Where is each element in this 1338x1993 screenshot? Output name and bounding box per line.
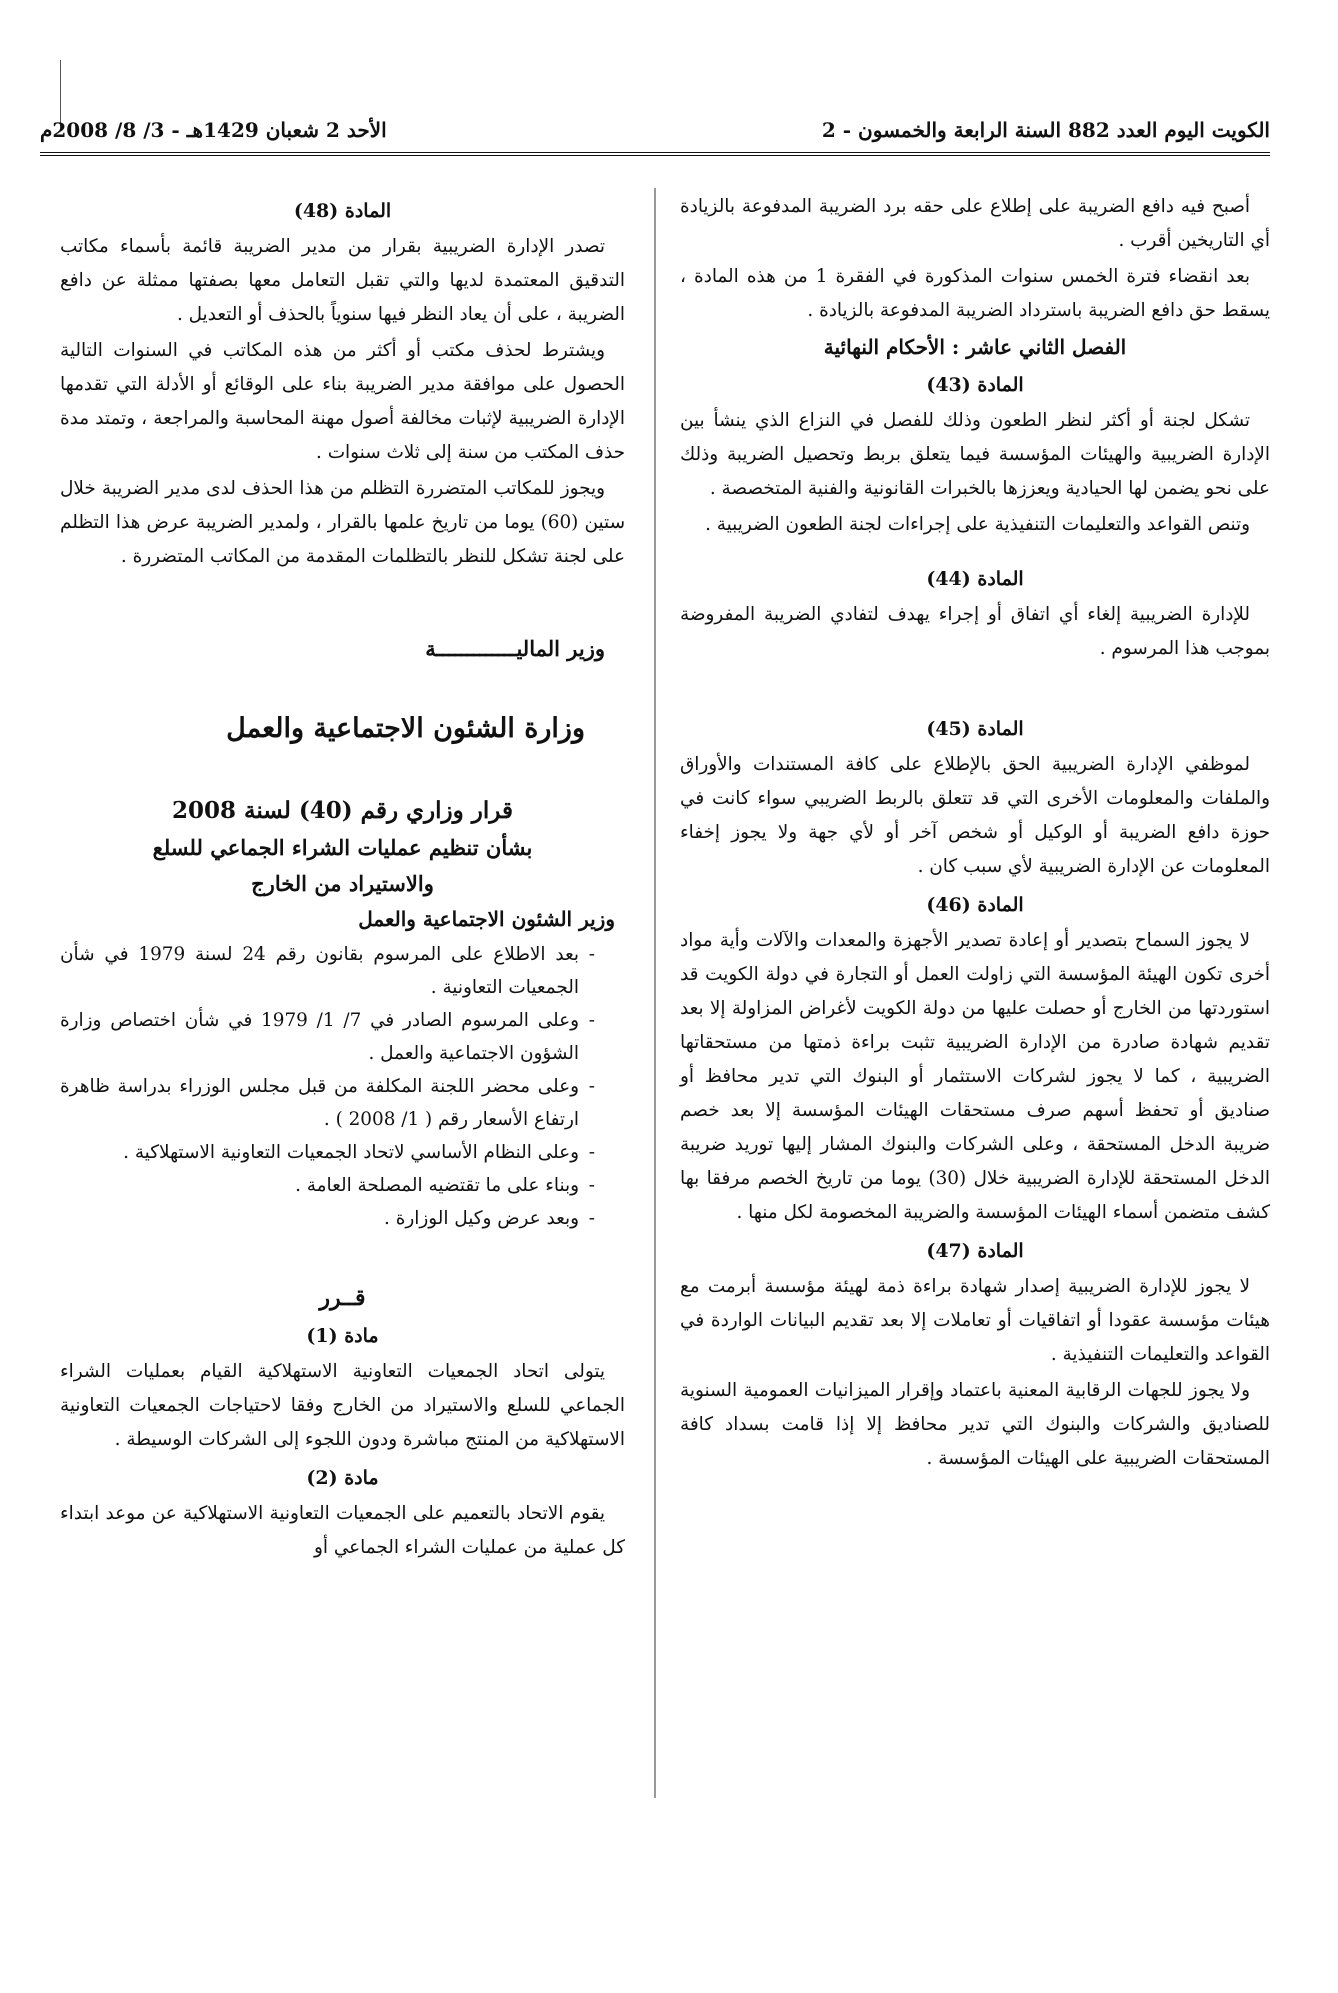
minister-signature: وزير الماليـــــــــــــة — [425, 636, 605, 661]
article-title-44: المادة (44) — [926, 568, 1024, 590]
preamble-item: - وعلى محضر اللجنة المكلفة من قبل مجلس الوزراء بدراسة ظاهرة ارتفاع الأسعار رقم ( 1/ 2008 ) . — [60, 1070, 595, 1136]
paragraph: تشكل لجنة أو أكثر لنظر الطعون وذلك للفصل في النزاع الذي ينشأ بين الإدارة الضريبية والهيئات المؤسسة فيما يتعلق بربط وتحصيل الضريبة وذلك على نحو يضمن لها الحيادية ويعززها بالخبرات القانونية والفنية المتخصصة . — [680, 410, 1270, 499]
left-column — [60, 190, 625, 1567]
decree-subject-line-2: والاستيراد من الخارج — [251, 871, 434, 896]
decree-title: قرار وزاري رقم (40) لسنة 2008 — [172, 797, 513, 824]
header-rule — [40, 152, 1270, 156]
paragraph: ويجوز للمكاتب المتضررة التظلم من هذا الحذف لدى مدير الضريبة خلال ستين (60) يوما من تاريخ علمها بالقرار ، ولمدير الضريبة عرض هذا التظلم على لجنة تشكل للنظر بالتظلمات المقدمة من المكاتب المتضررة . — [60, 478, 625, 567]
paragraph: بعد انقضاء فترة الخمس سنوات المذكورة في الفقرة 1 من هذه المادة ، يسقط حق دافع الضريبة باسترداد الضريبة المدفوعة بالزيادة . — [680, 266, 1270, 321]
decree-issuer: وزير الشئون الاجتماعية والعمل — [358, 907, 615, 931]
paragraph: يقوم الاتحاد بالتعميم على الجمعيات التعاونية الاستهلاكية عن موعد ابتداء كل عملية من عمليات الشراء الجماعي أو — [60, 1503, 625, 1558]
ministry-heading: وزارة الشئون الاجتماعية والعمل — [226, 713, 585, 744]
paragraph: لا يجوز للإدارة الضريبية إصدار شهادة براءة ذمة لهيئة مؤسسة أبرمت مع هيئات مؤسسة عقودا أو اتفاقيات أو تعاملات إلا بعد تقديم البيانات الواردة في القواعد والتعليمات التنفيذية . — [680, 1276, 1270, 1365]
paragraph: أصبح فيه دافع الضريبة على إطلاع على حقه برد الضريبة المدفوعة بالزيادة أي التاريخين أقرب . — [680, 196, 1270, 251]
header-date: الأحد 2 شعبان 1429هـ - 3/ 8/ 2008م — [40, 118, 387, 142]
article-title-48: المادة (48) — [293, 200, 392, 222]
decided-heading: قــرر — [319, 1285, 366, 1311]
paragraph: ويشترط لحذف مكتب أو أكثر من هذه المكاتب في السنوات التالية الحصول على موافقة مدير الضريبة بناء على الوقائع أو الأدلة التي تقدمها الإدارة الضريبية لإثبات مخالفة أصول مهنة المحاسبة والمراجعة ، وتمتد مدة حذف المكتب من سنة إلى ثلاث سنوات . — [60, 340, 625, 463]
preamble-item: - وعلى المرسوم الصادر في 7/ 1/ 1979 في شأن اختصاص وزارة الشؤون الاجتماعية والعمل . — [60, 1004, 595, 1070]
header-gazette-info: الكويت اليوم العدد 882 السنة الرابعة والخمسون - 2 — [821, 118, 1270, 142]
preamble-list — [60, 938, 625, 1235]
decree-article-title-1: مادة (1) — [306, 1325, 379, 1347]
article-title-45: المادة (45) — [926, 718, 1024, 740]
article-title-46: المادة (46) — [926, 894, 1024, 916]
preamble-item: - وبعد عرض وكيل الوزارة . — [60, 1202, 595, 1235]
article-title-43: المادة (43) — [926, 374, 1024, 396]
paragraph: لا يجوز السماح بتصدير أو إعادة تصدير الأجهزة والمعدات والآلات وأية مواد أخرى تكون الهيئة المؤسسة التي زاولت العمل أو التجارة في دولة الكويت قد استوردتها من الخارج أو حصلت عليها من دولة الكويت لأغراض المزاولة إلا بعد تقديم شهادة صادرة من الإدارة الضريبية تثبت براءة ذمتها من مستحقاتها الضريبية ، كما لا يجوز لشركات الاستثمار أو البنوك التي تدير محافظ أو صناديق أو تحفظ أسهم صرف مستحقات الهيئات المؤسسة إلا بعد خصم ضريبة الدخل المستحقة ، وعلى الشركات والبنوك المشار إليها توريد ضريبة الدخل المستحقة للإدارة الضريبية خلال (30) يوما من تاريخ الخصم مرفقا بها كشف متضمن أسماء الهيئات المؤسسة والضريبة المخصومة لكل منها . — [680, 930, 1270, 1223]
preamble-item: - بعد الاطلاع على المرسوم بقانون رقم 24 لسنة 1979 في شأن الجمعيات التعاونية . — [60, 938, 595, 1004]
preamble-item: - وعلى النظام الأساسي لاتحاد الجمعيات التعاونية الاستهلاكية . — [60, 1136, 595, 1169]
paragraph: يتولى اتحاد الجمعيات التعاونية الاستهلاكية القيام بعمليات الشراء الجماعي للسلع والاستيراد من الخارج وفقا لاحتياجات الجمعيات التعاونية الاستهلاكية من المنتج مباشرة ودون اللجوء إلى الشركات الوسيطة . — [60, 1361, 625, 1450]
paragraph: تصدر الإدارة الضريبية بقرار من مدير الضريبة قائمة بأسماء مكاتب التدقيق المعتمدة لديها والتي تقبل التعامل معها بصفتها ممثلة عن دافع الضريبة ، على أن يعاد النظر فيها سنوياً بالحذف أو التعديل . — [60, 236, 625, 325]
column-divider — [654, 188, 656, 1798]
decree-article-title-2: مادة (2) — [306, 1467, 379, 1489]
paragraph: للإدارة الضريبية إلغاء أي اتفاق أو إجراء يهدف لتفادي الضريبة المفروضة بموجب هذا المرسوم . — [680, 604, 1270, 659]
paragraph: لموظفي الإدارة الضريبية الحق بالإطلاع على كافة المستندات والأوراق والملفات والمعلومات الأخرى التي قد تتعلق بالربط الضريبي سواء كانت في حوزة دافع الضريبة أو الوكيل أو شخص آخر أو لأي جهة ولا يجوز إخفاء المعلومات عن الإدارة الضريبية لأي سبب كان . — [680, 754, 1270, 877]
paragraph: ولا يجوز للجهات الرقابية المعنية باعتماد وإقرار الميزانيات العمومية السنوية للصناديق والشركات والبنوك التي تدير محافظ إلا إذا قامت بسداد كافة المستحقات الضريبية على الهيئات المؤسسة . — [680, 1380, 1270, 1469]
preamble-item: - وبناء على ما تقتضيه المصلحة العامة . — [60, 1169, 595, 1202]
article-title-47: المادة (47) — [926, 1240, 1024, 1262]
chapter-title: الفصل الثاني عاشر : الأحكام النهائية — [823, 335, 1127, 359]
decree-subject-line-1: بشأن تنظيم عمليات الشراء الجماعي للسلع — [152, 835, 533, 860]
paragraph: وتنص القواعد والتعليمات التنفيذية على إجراءات لجنة الطعون الضريبية . — [705, 514, 1250, 535]
right-column — [680, 190, 1270, 1478]
